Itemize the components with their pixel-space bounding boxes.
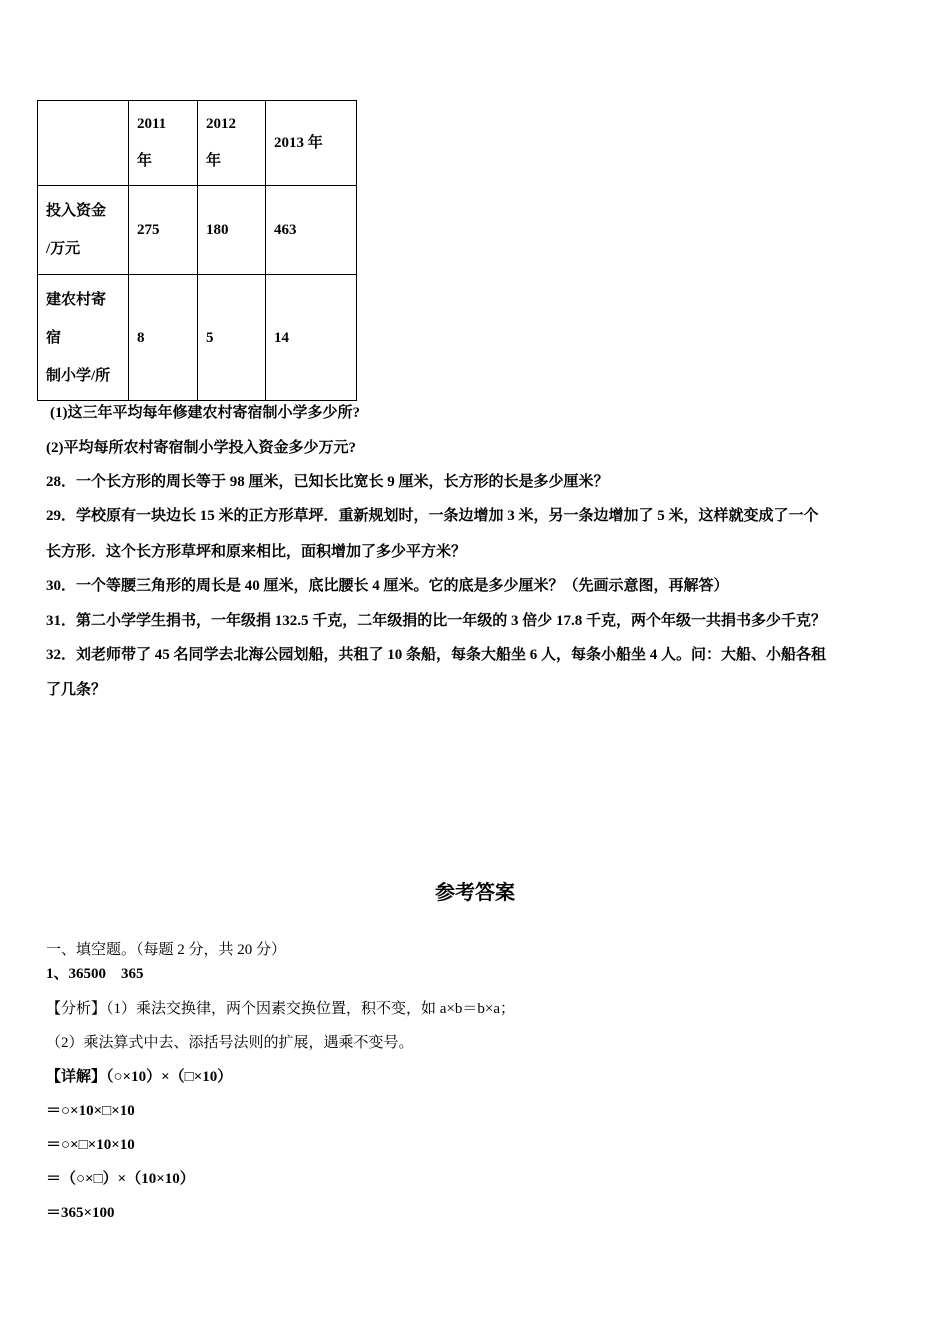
answers-title: 参考答案	[435, 882, 515, 904]
label-text: 宿	[46, 329, 62, 346]
table-header-2013	[266, 101, 357, 186]
question-text: 29．学校原有一块边长 15 米的正方形草坪．重新规划时，一条边增加 3 米，另一条边增加了 5 米，这样就变成了一个	[46, 508, 819, 524]
question-text: 31．第二小学学生捐书，一年级捐 132.5 千克，二年级捐的比一年级的 3 倍少 17.8 千克，两个年级一共捐书多少千克？	[46, 613, 827, 629]
answer-text: 一、填空题。（每题 2 分，共 20 分）	[46, 942, 287, 958]
label-text: /万元	[46, 241, 81, 257]
question-text: 32．刘老师带了 45 名同学去北海公园划船，共租了 10 条船，每条大船坐 6 人，每条小船坐 4 人。问：大船、小船各租	[46, 647, 827, 663]
question-text: (2)平均每所农村寄宿制小学投入资金多少万元?	[46, 440, 356, 456]
question-text: (1)这三年平均每年修建农村寄宿制小学多少所?	[50, 405, 360, 421]
question-text: 了几条？	[46, 682, 107, 698]
question-text: 30．一个等腰三角形的周长是 40 厘米，底比腰长 4 厘米。它的底是多少厘米？（先画示意图，再解答）	[46, 578, 729, 594]
answer-text: ＝365×100	[46, 1205, 115, 1221]
answer-text: 1、36500 365	[46, 966, 144, 982]
row-label	[38, 186, 129, 275]
label-text: 投入资金	[46, 203, 107, 219]
cell: 180	[198, 186, 266, 275]
question-text: 28．一个长方形的周长等于 98 厘米，已知长比宽长 9 厘米，长方形的长是多少厘米？	[46, 474, 609, 490]
cell: 463	[266, 186, 357, 275]
header-text: 年	[206, 153, 222, 169]
table-header-2011	[129, 101, 198, 186]
table-header-empty	[38, 101, 129, 186]
cell: 5	[198, 275, 266, 401]
header-text: 年	[137, 153, 153, 169]
cell: 14	[266, 275, 357, 401]
header-text: 2011	[137, 116, 167, 132]
answer-text: ＝○×10×□×10	[46, 1103, 135, 1119]
answer-text: 【详解】（○×10）×（□×10）	[46, 1069, 233, 1085]
header-text: 2012	[206, 116, 236, 132]
label-text: 建农村寄	[46, 291, 107, 308]
answer-text: ＝○×□×10×10	[46, 1137, 135, 1153]
label-text: 制小学/所	[46, 367, 111, 384]
answer-text: ＝（○×□）×（10×10）	[46, 1171, 195, 1187]
row-label	[38, 275, 129, 401]
table-row	[38, 275, 357, 401]
data-table	[37, 100, 357, 401]
answer-text: 【分析】（1）乘法交换律，两个因素交换位置，积不变，如 a×b＝b×a；	[46, 1001, 515, 1017]
answer-text: （2）乘法算式中去、添括号法则的扩展，遇乘不变号。	[46, 1035, 414, 1051]
table-row	[38, 186, 357, 275]
question-text: 长方形．这个长方形草坪和原来相比，面积增加了多少平方米？	[46, 544, 467, 560]
cell: 8	[129, 275, 198, 401]
cell: 275	[129, 186, 198, 275]
table-header-2012	[198, 101, 266, 186]
header-text: 2013 年	[274, 135, 323, 151]
